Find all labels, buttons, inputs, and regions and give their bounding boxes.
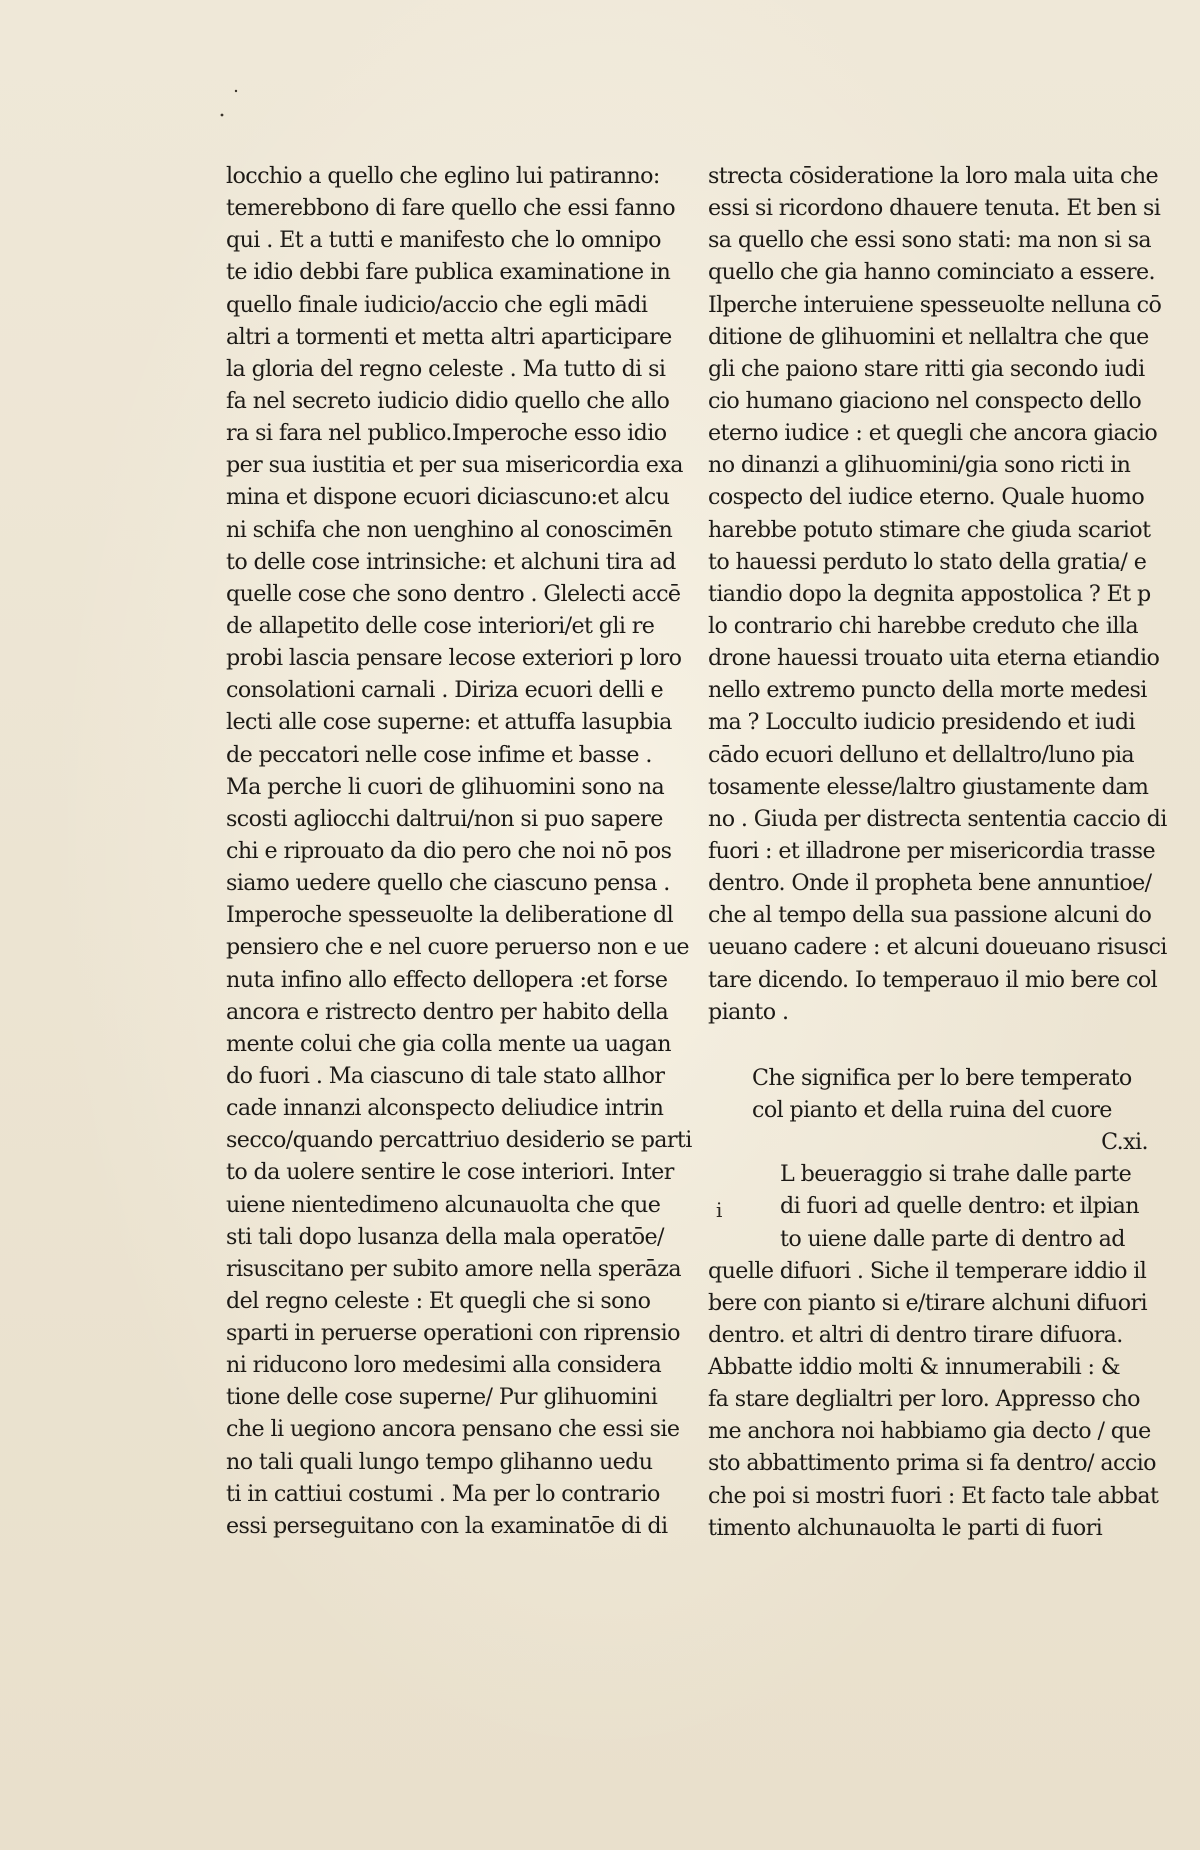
text-line: lecti alle cose superne: et attuffa lasupbia [226,709,672,736]
text-line: la gloria del regno celeste . Ma tutto di si [226,355,666,382]
initial-guide-letter: i [716,1198,722,1223]
text-line: sti tali dopo lusanza della mala operatōe/ [226,1223,664,1250]
text-line: mina et dispone ecuori diciascuno:et alcu [226,484,670,511]
right-column-top-text [708,160,1167,1028]
text-line: ditione de glihuomini et nellaltra che que [708,323,1149,350]
text-line: ti in cattiui costumi . Ma per lo contrario [226,1480,660,1507]
text-line: fuori : et illadrone per misericordia trasse [708,837,1155,864]
text-line: to da uolere sentire le cose interiori. Inter [226,1159,674,1186]
text-line: tione delle cose superne/ Pur glihuomini [226,1384,658,1411]
text-line: L beueraggio si trahe dalle parte [780,1161,1132,1188]
text-line: locchio a quello che eglino lui patiranno: [226,163,660,189]
text-line: cādo ecuori delluno et dellaltro/luno pia [708,741,1135,768]
text-line: to hauessi perduto lo stato della gratia/ e [708,548,1147,575]
text-line: no dinanzi a glihuomini/gia sono ricti in [708,452,1131,479]
text-line: cade innanzi alconspecto deliudice intrin [226,1095,664,1122]
chapter-number: C.xi. [1101,1129,1148,1156]
text-line: ancora e ristrecto dentro per habito della [226,998,669,1025]
text-line: consolationi carnali . Diriza ecuori delli e [226,677,664,704]
text-line: no . Giuda per distrecta sententia caccio di [708,805,1167,832]
text-line: Imperoche spesseuolte la deliberatione dl [226,902,674,929]
text-line: no tali quali lungo tempo glihanno uedu [226,1448,653,1475]
text-line: fa nel secreto iudicio didio quello che allo [226,387,670,414]
text-line: to delle cose intrinsiche: et alchuni tira ad [226,548,676,575]
text-line: fa stare deglialtri per loro. Appresso cho [708,1386,1140,1413]
text-line: qui . Et a tutti e manifesto che lo omnipo [226,227,661,254]
text-line: mente colui che gia colla mente ua uagan [226,1030,671,1057]
text-line: quello che gia hanno cominciato a essere. [708,259,1156,286]
text-line: tare dicendo. Io temperauo il mio bere col [708,966,1158,993]
text-line: ni schifa che non uenghino al conoscimēn [226,516,673,543]
text-line: chi e riprouato da dio pero che noi nō pos [226,837,672,864]
text-line: bere con pianto si e/tirare alchuni difuori [708,1289,1148,1316]
text-line: harebbe potuto stimare che giuda scariot [708,516,1151,543]
text-line: te idio debbi fare publica examinatione in [226,259,671,286]
text-line: gli che paiono stare ritti gia secondo iudi [708,355,1145,382]
section-gap [708,1028,1148,1062]
text-line: che poi si mostri fuori : Et facto tale abbat [708,1482,1159,1509]
ink-speck [221,114,224,117]
text-line: altri a tormenti et metta altri aparticipare [226,323,672,350]
text-line: che li uegiono ancora pensano che essi sie [226,1416,680,1443]
text-line: nello extremo puncto della morte medesi [708,677,1147,704]
left-text-column [226,160,692,1542]
text-line: dentro. Onde il propheta bene annuntioe/ [708,870,1152,897]
text-line: Ilperche interuiene spesseuolte nelluna cō [708,291,1162,318]
text-line: tosamente elesse/laltro giustamente dam [708,773,1149,800]
text-line: quelle cose che sono dentro . Glelecti accē [226,580,681,607]
text-line: ueuano cadere : et alcuni doueuano risusci [708,934,1167,961]
text-line: drone hauessi trouato uita eterna etiandio [708,645,1160,672]
text-line: timento alchunauolta le parti di fuori [708,1514,1103,1541]
text-line: uiene nientedimeno alcunauolta che que [226,1191,661,1218]
right-column-bottom-text [708,1255,1159,1544]
text-line: tiandio dopo la degnita appostolica ? Et p [708,580,1151,607]
text-line: de peccatori nelle cose infime et basse . [226,741,652,768]
chapter-heading [708,1062,1148,1126]
text-line: per sua iustitia et per sua misericordia exa [226,452,683,479]
text-line: del regno celeste : Et quegli che si sono [226,1287,651,1314]
text-line: quello finale iudicio/accio che egli mādi [226,291,648,318]
right-text-column [708,160,1167,1544]
text-line: cio humano giaciono nel conspecto dello [708,387,1142,414]
text-line: di fuori ad quelle dentro: et ilpian [780,1193,1139,1220]
text-line: dentro. et altri di dentro tirare difuora. [708,1321,1123,1348]
text-line: risuscitano per subito amore nella sperāza [226,1255,682,1282]
text-line: lo contrario chi harebbe creduto che illa [708,612,1138,639]
text-line: Abbatte iddio molti & innumerabili : & [708,1354,1121,1381]
text-line: siamo uedere quello che ciascuno pensa . [226,870,670,897]
text-line: me anchora noi habbiamo gia decto / que [708,1418,1151,1445]
text-line: secco/quando percattriuo desiderio se parti [226,1127,692,1154]
text-line: essi si ricordono dhauere tenuta. Et ben si [708,195,1161,222]
text-line: eterno iudice : et quegli che ancora giacio [708,420,1158,447]
text-line: Ma perche li cuori de glihuomini sono na [226,773,665,800]
text-line: pensiero che e nel cuore peruerso non e ue [226,934,689,961]
text-line: de allapetito delle cose interiori/et gli re [226,612,655,639]
text-line: to uiene dalle parte di dentro ad [780,1225,1125,1252]
ink-speck [235,90,237,92]
chapter-opening [708,1158,1148,1254]
text-line: quelle difuori . Siche il temperare iddio il [708,1257,1147,1284]
text-line: nuta infino allo effecto dellopera :et forse [226,966,668,993]
text-line: temerebbono di fare quello che essi fanno [226,195,675,222]
text-line: do fuori . Ma ciascuno di tale stato allhor [226,1062,665,1089]
text-line: essi perseguitano con la examinatōe di di [226,1512,668,1539]
text-line: sa quello che essi sono stati: ma non si sa [708,227,1152,254]
text-line: ni riducono loro medesimi alla considera [226,1352,662,1379]
text-line: pianto . [708,998,789,1025]
text-line: Che significa per lo bere temperato [752,1064,1132,1091]
text-line: sto abbattimento prima si fa dentro/ accio [708,1450,1156,1477]
text-line: che al tempo della sua passione alcuni do [708,902,1152,929]
indented-opening-lines [708,1158,1148,1254]
text-line: cospecto del iudice eterno. Quale huomo [708,484,1145,511]
text-line: probi lascia pensare lecose exteriori p loro [226,645,682,672]
text-line: scosti agliocchi daltrui/non si puo sapere [226,805,663,832]
text-line: sparti in peruerse operationi con riprensio [226,1320,680,1347]
text-line: ma ? Locculto iudicio presidendo et iudi [708,709,1135,736]
text-line: ra si fara nel publico.Imperoche esso idio [226,420,667,447]
text-line: col pianto et della ruina del cuore [752,1096,1112,1123]
text-line: strecta cōsideratione la loro mala uita che [708,163,1159,189]
